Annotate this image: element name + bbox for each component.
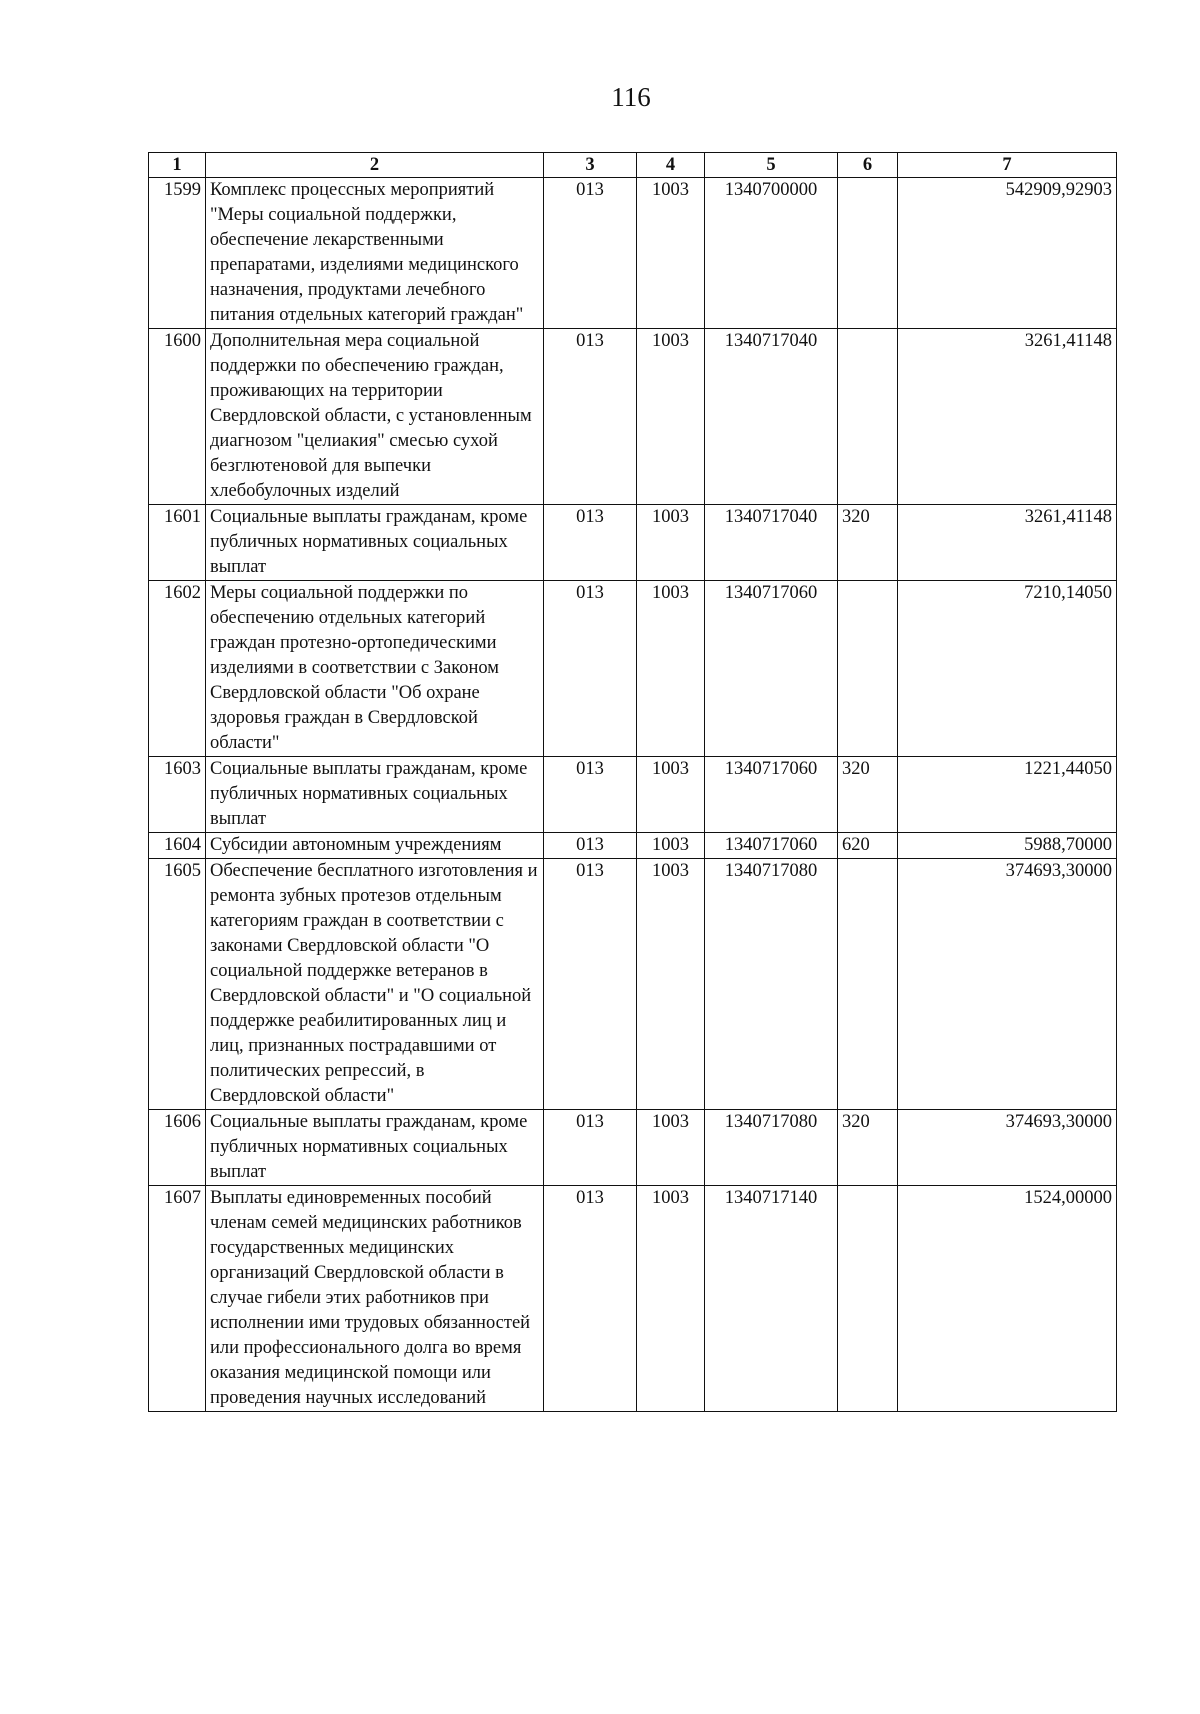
row-number: 1605 <box>149 859 206 1110</box>
row-number: 1604 <box>149 833 206 859</box>
table-row <box>149 581 1117 757</box>
row-amount: 374693,30000 <box>898 859 1117 1110</box>
row-col-5: 1340717140 <box>705 1186 838 1412</box>
row-amount: 374693,30000 <box>898 1110 1117 1186</box>
row-amount: 7210,14050 <box>898 581 1117 757</box>
row-col-3: 013 <box>544 329 637 505</box>
row-col-5: 1340717080 <box>705 1110 838 1186</box>
row-number: 1600 <box>149 329 206 505</box>
row-col-6: 320 <box>838 505 898 581</box>
row-col-4: 1003 <box>637 178 705 329</box>
row-col-3: 013 <box>544 859 637 1110</box>
table-row <box>149 329 1117 505</box>
table-row <box>149 859 1117 1110</box>
row-col-5: 1340717040 <box>705 505 838 581</box>
row-description: Социальные выплаты гражданам, кроме публичных нормативных социальных выплат <box>206 757 544 833</box>
row-col-5: 1340717060 <box>705 833 838 859</box>
row-col-6 <box>838 859 898 1110</box>
header-col-7: 7 <box>898 153 1117 178</box>
row-number: 1606 <box>149 1110 206 1186</box>
row-description: Субсидии автономным учреждениям <box>206 833 544 859</box>
row-number: 1602 <box>149 581 206 757</box>
row-col-6 <box>838 581 898 757</box>
row-description: Социальные выплаты гражданам, кроме публичных нормативных социальных выплат <box>206 1110 544 1186</box>
row-col-4: 1003 <box>637 1110 705 1186</box>
row-amount: 1524,00000 <box>898 1186 1117 1412</box>
row-col-6 <box>838 178 898 329</box>
row-number: 1607 <box>149 1186 206 1412</box>
row-amount: 3261,41148 <box>898 329 1117 505</box>
row-description: Меры социальной поддержки по обеспечению отдельных категорий граждан протезно-ортопедическими изделиями в соответствии с Законом Свердловской области "Об охране здоровья граждан в Свердловской области" <box>206 581 544 757</box>
row-description: Дополнительная мера социальной поддержки по обеспечению граждан, проживающих на территории Свердловской области, с установленным диагнозом "целиакия" смесью сухой безглютеновой для выпечки хлебобулочных изделий <box>206 329 544 505</box>
row-amount: 542909,92903 <box>898 178 1117 329</box>
row-col-5: 1340717040 <box>705 329 838 505</box>
header-col-3: 3 <box>544 153 637 178</box>
header-col-4: 4 <box>637 153 705 178</box>
row-amount: 1221,44050 <box>898 757 1117 833</box>
row-amount: 5988,70000 <box>898 833 1117 859</box>
row-description: Обеспечение бесплатного изготовления и ремонта зубных протезов отдельным категориям граждан в соответствии с законами Свердловской области "О социальной поддержке ветеранов в Свердловской области" и "О социальной поддержке реабилитированных лиц и лиц, признанных пострадавшими от политических репрессий, в Свердловской области" <box>206 859 544 1110</box>
table-row <box>149 1110 1117 1186</box>
row-col-5: 1340717080 <box>705 859 838 1110</box>
row-description: Выплаты единовременных пособий членам семей медицинских работников государственных медицинских организаций Свердловской области в случае гибели этих работников при исполнении ими трудовых обязанностей или профессионального долга во время оказания медицинской помощи или проведения научных исследований <box>206 1186 544 1412</box>
row-amount: 3261,41148 <box>898 505 1117 581</box>
table-row <box>149 757 1117 833</box>
row-col-4: 1003 <box>637 505 705 581</box>
row-number: 1601 <box>149 505 206 581</box>
table-row <box>149 178 1117 329</box>
row-col-4: 1003 <box>637 757 705 833</box>
row-col-3: 013 <box>544 1186 637 1412</box>
row-col-3: 013 <box>544 833 637 859</box>
row-col-6 <box>838 1186 898 1412</box>
row-col-6: 620 <box>838 833 898 859</box>
row-col-3: 013 <box>544 505 637 581</box>
row-col-5: 1340717060 <box>705 757 838 833</box>
row-col-4: 1003 <box>637 581 705 757</box>
header-col-2: 2 <box>206 153 544 178</box>
header-col-6: 6 <box>838 153 898 178</box>
row-col-3: 013 <box>544 1110 637 1186</box>
page-number: 116 <box>611 82 651 112</box>
row-col-4: 1003 <box>637 859 705 1110</box>
row-col-4: 1003 <box>637 833 705 859</box>
row-col-6: 320 <box>838 1110 898 1186</box>
row-description: Комплекс процессных мероприятий "Меры социальной поддержки, обеспечение лекарственными препаратами, изделиями медицинского назначения, продуктами лечебного питания отдельных категорий граждан" <box>206 178 544 329</box>
table-row <box>149 833 1117 859</box>
row-number: 1603 <box>149 757 206 833</box>
table-row <box>149 1186 1117 1412</box>
row-col-3: 013 <box>544 581 637 757</box>
row-col-5: 1340717060 <box>705 581 838 757</box>
budget-table <box>148 152 1117 1412</box>
row-col-3: 013 <box>544 178 637 329</box>
row-col-4: 1003 <box>637 329 705 505</box>
table-row <box>149 505 1117 581</box>
row-description: Социальные выплаты гражданам, кроме публичных нормативных социальных выплат <box>206 505 544 581</box>
header-col-5: 5 <box>705 153 838 178</box>
header-row <box>149 153 1117 178</box>
row-col-5: 1340700000 <box>705 178 838 329</box>
row-col-3: 013 <box>544 757 637 833</box>
header-col-1: 1 <box>149 153 206 178</box>
row-col-4: 1003 <box>637 1186 705 1412</box>
row-col-6: 320 <box>838 757 898 833</box>
row-number: 1599 <box>149 178 206 329</box>
row-col-6 <box>838 329 898 505</box>
